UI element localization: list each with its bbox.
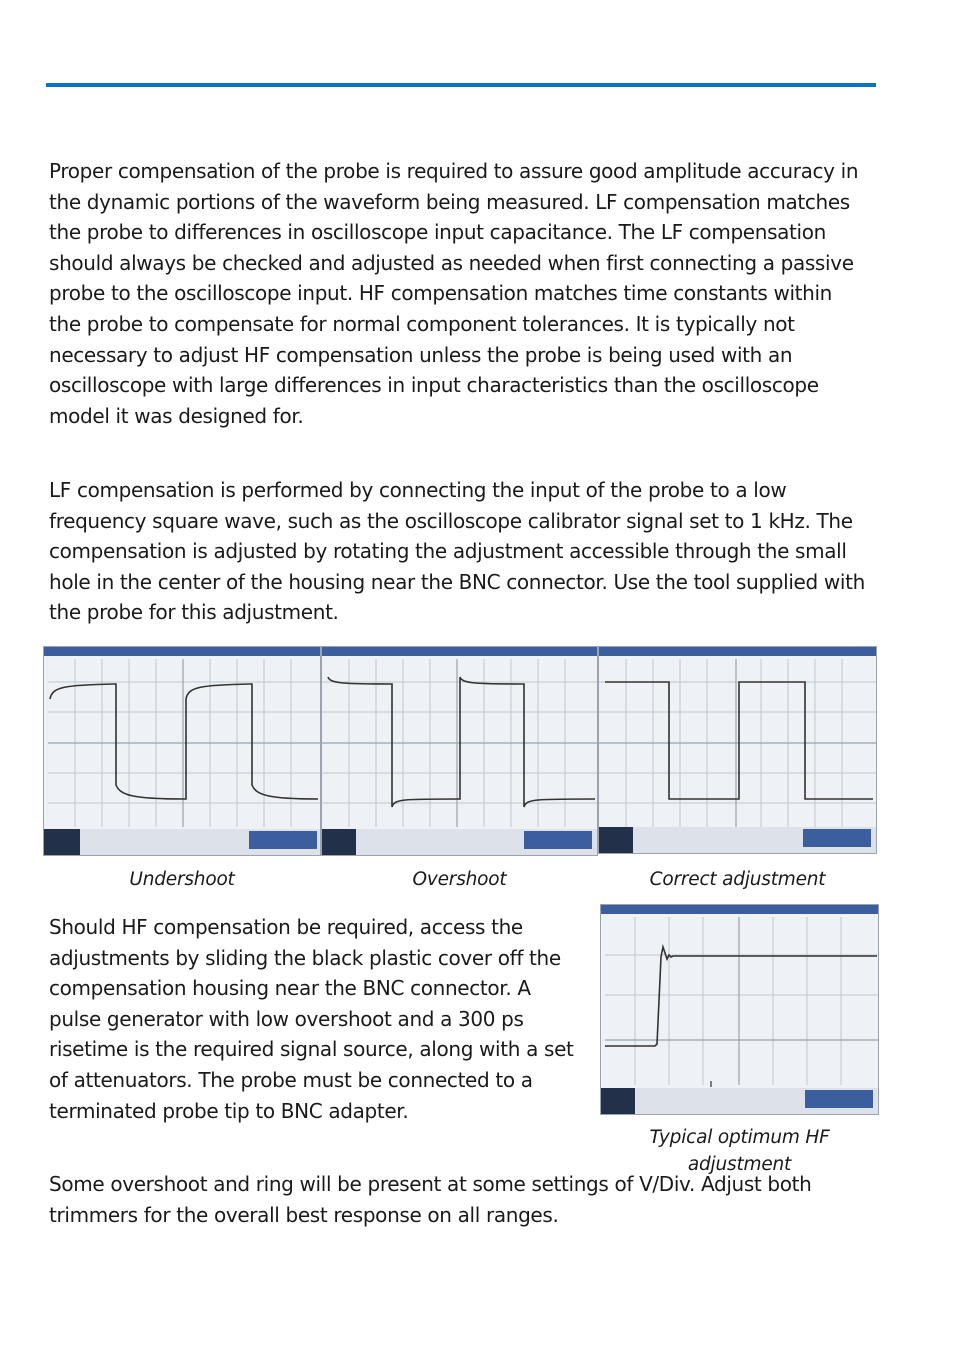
scope-undershoot-image: [43, 646, 321, 856]
overshoot-note-paragraph: Some overshoot and ring will be present at some settings of V/Div. Adjust both trimmers for the overall best response on all ranges.: [49, 1172, 812, 1227]
scope-overshoot-image: [321, 646, 598, 856]
overshoot-caption: Overshoot: [412, 869, 507, 890]
correct-caption: Correct adjustment: [649, 869, 826, 890]
intro-paragraph: Proper compensation of the probe is required to assure good amplitude accuracy in the dynamic portions of the waveform being measured. LF compensation matches the probe to differences in oscilloscope input capacitance. The LF compensation should always be checked and adjusted as needed when first connecting a passive probe to the oscilloscope input. HF compensation matches time constants within the probe to compensate for normal component tolerances. It is typically not necessary to adjust HF compensation unless the probe is being used with an oscilloscope with large differences in input characteristics than the oscilloscope model it was designed for.: [49, 159, 859, 428]
undershoot-caption: Undershoot: [129, 869, 235, 890]
lf-compensation-paragraph: LF compensation is performed by connecting the input of the probe to a low frequency square wave, such as the oscilloscope calibrator signal set to 1 kHz. The compensation is adjusted by rotating the adjustment accessible through the small hole in the center of the housing near the BNC connector. Use the tool supplied with the probe for this adjustment.: [49, 478, 865, 625]
hf-adjustment-caption: Typical optimum HF adjustment: [649, 1127, 830, 1175]
header-rule: [46, 83, 876, 87]
hf-compensation-paragraph: Should HF compensation be required, access the adjustments by sliding the black plastic cover off the compensation housing near the BNC connector. A pulse generator with low overshoot and a 300 ps risetime is the required signal source, along with a set of attenuators. The probe must be connected to a terminated probe tip to BNC adapter.: [49, 915, 574, 1123]
scope-correct-image: [598, 646, 877, 854]
scope-hf-adjustment-image: [600, 904, 879, 1115]
